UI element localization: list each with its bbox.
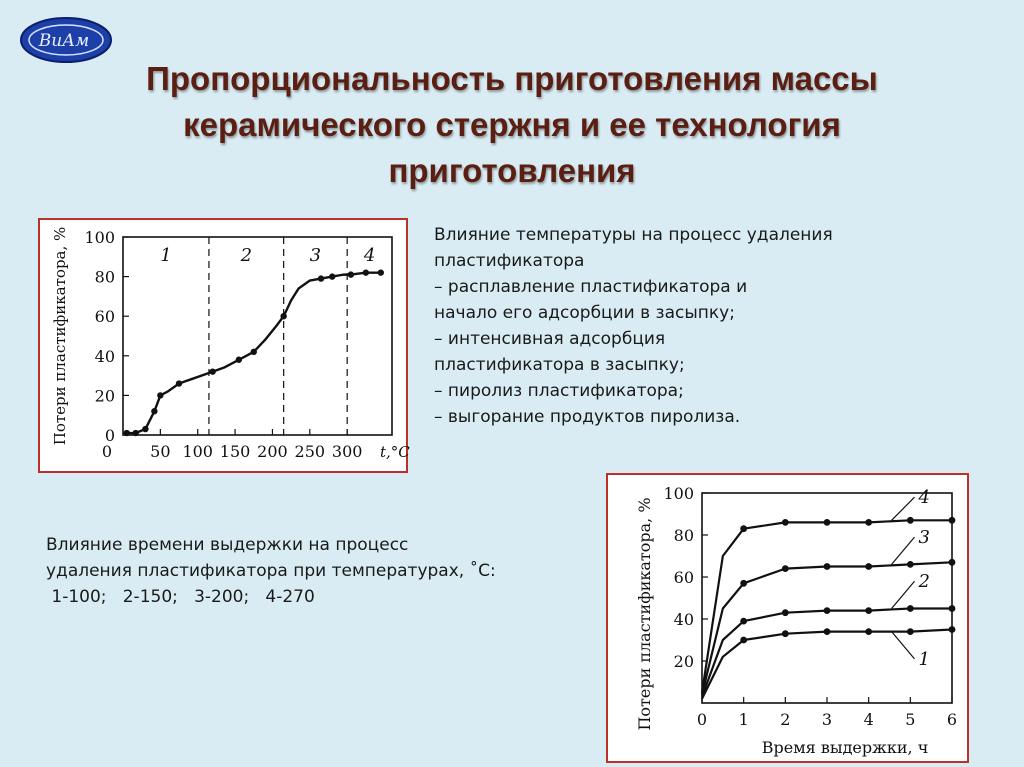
y-tick-label: 100 <box>663 484 694 503</box>
data-point-3 <box>907 561 914 568</box>
y-tick-label: 40 <box>673 610 694 629</box>
title-line: керамического стержня и ее технология <box>183 106 841 143</box>
x-tick-label: 250 <box>294 442 326 461</box>
y-tick-label: 80 <box>94 267 115 287</box>
description-line: – выгорание продуктов пиролиза. <box>434 407 741 427</box>
data-point-2 <box>740 618 747 625</box>
data-point-2 <box>824 607 831 614</box>
x-axis-label: Время выдержки, ч <box>761 738 929 757</box>
description-line: удаления пластификатора при температурах, ˚С: <box>46 561 496 581</box>
data-point-4 <box>907 517 914 524</box>
x-tick-label: 5 <box>905 710 916 729</box>
series-leader-1 <box>892 632 915 659</box>
description-line: пластификатора в засыпку; <box>434 355 685 375</box>
temperature-description <box>434 222 833 430</box>
description-line: Влияние времени выдержки на процесс <box>46 535 409 555</box>
x-tick-label: 0 <box>696 710 708 729</box>
data-point-3 <box>782 565 789 572</box>
data-point <box>348 271 354 277</box>
series-label-1: 1 <box>918 648 930 670</box>
y-tick-label: 80 <box>673 526 694 545</box>
series-label-2: 2 <box>918 571 930 593</box>
data-point-4 <box>949 517 956 524</box>
data-point <box>151 408 157 414</box>
series-line-4 <box>702 520 952 692</box>
data-point-1 <box>824 628 831 635</box>
series-label-3: 3 <box>918 527 930 549</box>
data-point-3 <box>949 559 956 566</box>
data-point <box>363 269 369 275</box>
title-line: Пропорциональность приготовления массы <box>146 60 878 97</box>
x-axis-label: t,°C <box>380 443 410 461</box>
data-point <box>329 273 335 279</box>
data-point-3 <box>740 580 747 587</box>
temperature-chart-panel <box>38 218 408 473</box>
plot-frame <box>123 237 392 435</box>
data-point-4 <box>824 519 831 526</box>
x-tick-label: 50 <box>150 442 171 461</box>
y-tick-label: 20 <box>94 386 115 406</box>
data-point-1 <box>949 626 956 633</box>
data-point-4 <box>782 519 789 526</box>
y-axis-label: Потери пластификатора, % <box>51 226 69 446</box>
data-point <box>251 349 257 355</box>
logo-text: ВиАм <box>38 31 90 51</box>
data-point <box>209 368 215 374</box>
x-tick-label: 200 <box>257 442 288 461</box>
y-tick-label: 100 <box>84 228 115 247</box>
x-tick-label: 150 <box>219 442 251 461</box>
data-point-1 <box>782 630 789 637</box>
y-axis-label: Потери пластификатора, % <box>635 497 654 731</box>
data-point-4 <box>740 525 747 532</box>
time-description <box>46 532 496 610</box>
data-point-4 <box>865 519 872 526</box>
series-leader-4 <box>892 497 915 520</box>
data-point-3 <box>865 563 872 570</box>
slide-title <box>40 56 984 194</box>
data-point-2 <box>907 605 914 612</box>
data-point-1 <box>865 628 872 635</box>
series-line-1 <box>702 630 952 699</box>
y-tick-label: 0 <box>104 426 115 445</box>
data-point <box>124 430 130 436</box>
series-leader-2 <box>892 581 915 608</box>
data-point <box>176 380 182 386</box>
time-loss-chart <box>608 475 967 761</box>
data-point <box>236 357 242 363</box>
description-line: – интенсивная адсорбция <box>434 329 666 349</box>
description-line: Влияние температуры на процесс удаления <box>434 225 833 245</box>
y-tick-label: 20 <box>673 652 694 671</box>
x-tick-label: 6 <box>946 710 958 729</box>
description-line: начало его адсорбции в засыпку; <box>434 303 735 323</box>
series-label-4: 4 <box>918 487 930 509</box>
data-point-2 <box>782 609 789 616</box>
zone-label: 2 <box>240 245 253 266</box>
temperature-loss-chart <box>40 220 410 471</box>
description-line: 1-100; 2-150; 3-200; 4-270 <box>46 587 315 607</box>
description-line: пластификатора <box>434 251 585 271</box>
y-tick-label: 60 <box>673 568 694 587</box>
series-leader-3 <box>892 537 915 564</box>
x-tick-label: 3 <box>821 710 833 729</box>
data-point <box>157 392 163 398</box>
x-tick-label: 100 <box>182 442 213 461</box>
data-point-3 <box>824 563 831 570</box>
data-point <box>133 430 139 436</box>
description-line: – пиролиз пластификатора; <box>434 381 684 401</box>
x-tick-label: 4 <box>863 710 874 729</box>
data-point-1 <box>907 628 914 635</box>
x-tick-label: 2 <box>780 710 791 729</box>
time-chart-panel <box>606 473 969 763</box>
title-line: приготовления <box>388 152 636 189</box>
series-line-2 <box>702 609 952 697</box>
data-point <box>378 269 384 275</box>
data-point <box>318 275 324 281</box>
y-tick-label: 60 <box>94 307 115 327</box>
zone-label: 4 <box>363 245 376 266</box>
data-point <box>142 426 148 432</box>
data-point-2 <box>865 607 872 614</box>
zone-label: 3 <box>309 245 322 266</box>
description-line: – расплавление пластификатора и <box>434 277 748 297</box>
data-point-2 <box>949 605 956 612</box>
x-tick-label: 1 <box>738 710 749 729</box>
x-origin-label: 0 <box>101 442 113 461</box>
data-point-1 <box>740 637 747 644</box>
x-tick-label: 300 <box>331 442 363 461</box>
y-tick-label: 40 <box>94 346 115 366</box>
data-point <box>280 313 286 319</box>
zone-label: 1 <box>160 245 172 266</box>
